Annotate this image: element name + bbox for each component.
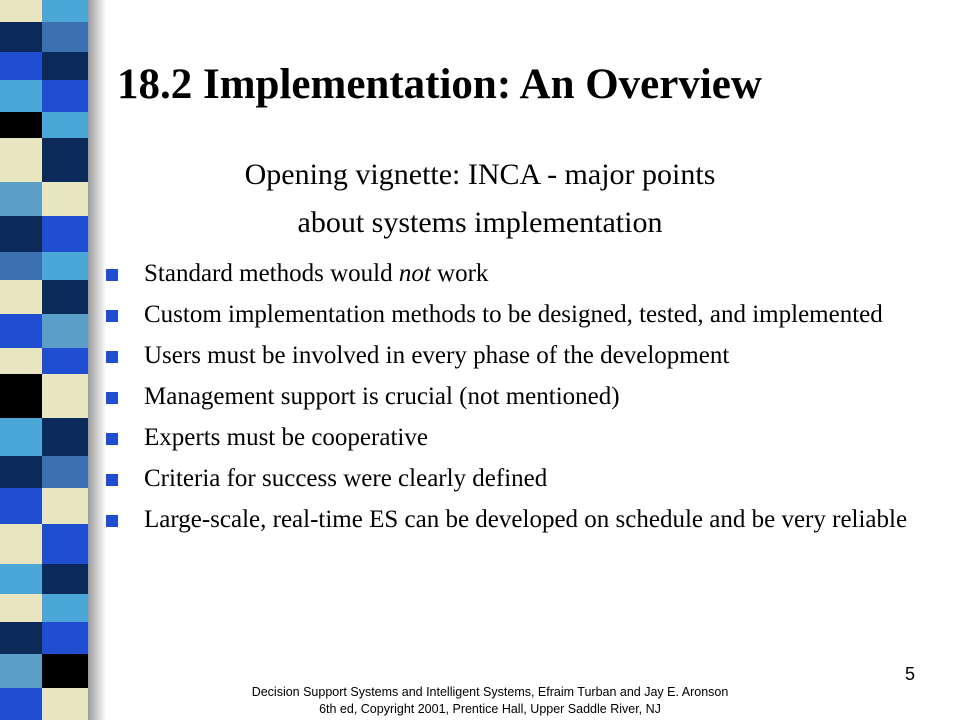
bullet-text: Standard methods would [144,260,399,287]
bullet-item [106,340,956,371]
bullet-item [106,504,956,535]
bullet-text: Criteria for success were clearly defined [144,465,548,492]
stripe-shadow [88,0,106,720]
square-bullet-icon [106,433,118,445]
bullet-text: Large-scale, real-time ES can be developed on schedule and be very reliable [144,506,908,533]
square-bullet-icon [106,310,118,322]
bullet-text: Users must be involved in every phase of the development [144,342,730,369]
bullet-item [106,422,956,453]
bullet-text: work [430,260,489,287]
bullet-item [106,299,956,330]
footer-line-1: Decision Support Systems and Intelligent Systems, Efraim Turban and Jay E. Aronson [251,685,729,699]
decorative-stripe-bar [0,0,88,720]
subtitle-line-1: Opening vignette: INCA - major points [244,158,716,191]
square-bullet-icon [106,351,118,363]
square-bullet-icon [106,474,118,486]
square-bullet-icon [106,392,118,404]
bullet-emphasis: not [398,260,431,287]
slide-title: 18.2 Implementation: An Overview [117,61,762,108]
page-number: 5 [905,664,916,684]
bullet-item [106,258,956,289]
bullet-text: Custom implementation methods to be designed, tested, and implemented [144,301,883,328]
bullet-text: Experts must be cooperative [144,424,428,451]
footer-line-2: 6th ed, Copyright 2001, Prentice Hall, Upper Saddle River, NJ [319,702,661,716]
square-bullet-icon [106,515,118,527]
bullet-item [106,463,956,494]
bullet-list [106,258,956,545]
footer-citation [190,684,790,718]
square-bullet-icon [106,269,118,281]
bullet-item [106,381,956,412]
bullet-text: Management support is crucial (not mentioned) [144,383,620,410]
subtitle-line-2: about systems implementation [297,206,663,239]
